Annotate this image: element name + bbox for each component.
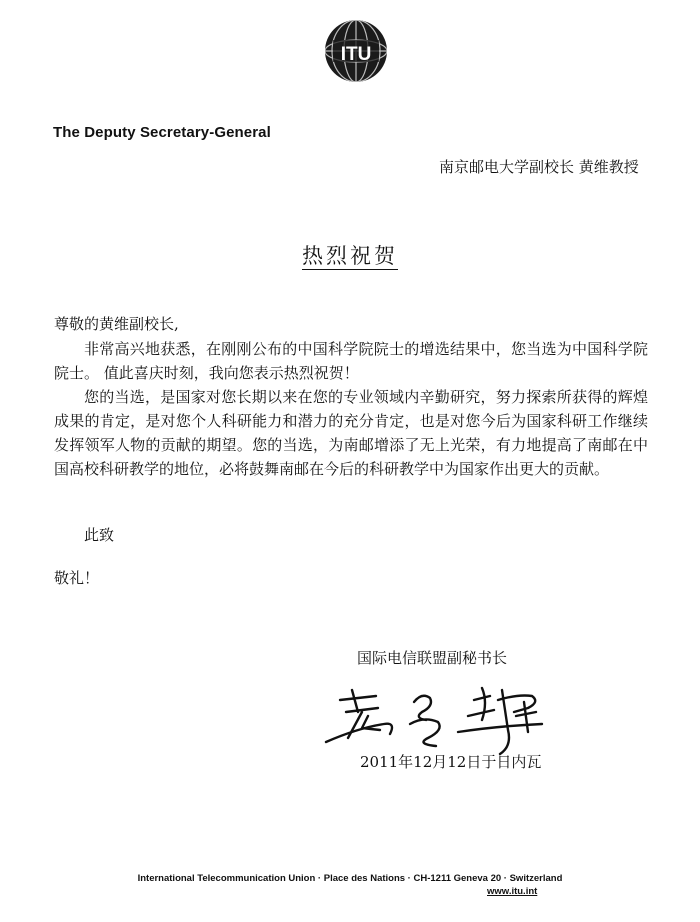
recipient-line: 南京邮电大学副校长 黄维教授: [439, 158, 639, 176]
body-paragraph-2: 您的当选，是国家对您长期以来在您的专业领域内辛勤研究，努力探索所获得的辉煌成果的肯定，是对您个人科研能力和潜力的充分肯定，也是对您今后为国家科研工作继续发挥领军人物的贡献的期望。您的当选，为南邮增添了无上光荣，有力地提高了南邮在中国高校科研教学的地位，必将鼓舞南邮在今后的科研教学中为国家作出更大的贡献。: [54, 388, 648, 478]
letter-heading: [0, 240, 700, 270]
salutation: 尊敬的黄维副校长,: [54, 315, 179, 333]
footer-url-link[interactable]: www.itu.int: [487, 886, 538, 897]
sender-title: 国际电信联盟副秘书长: [357, 649, 508, 667]
sign-date-place: 2011年12月12日于日内瓦: [360, 753, 542, 771]
itu-logo: [323, 18, 389, 84]
deputy-secretary-general-title: The Deputy Secretary-General: [53, 124, 271, 141]
itu-globe-icon: [323, 18, 389, 84]
body-paragraph-1: 非常高兴地获悉，在刚刚公布的中国科学院院士的增选结果中，您当选为中国科学院院士。 值此喜庆时刻，我向您表示热烈祝贺！: [54, 340, 648, 382]
closing-line-2: 敬礼！: [54, 569, 100, 587]
footer-address: International Telecommunication Union · Place des Nations · CH-1211 Geneva 20 · Switzerland: [137, 873, 563, 884]
signature: [318, 672, 558, 760]
heading-text: 热烈祝贺: [302, 244, 398, 268]
closing-line-1: 此致: [84, 526, 115, 544]
handwritten-signature-icon: [318, 672, 558, 760]
logo-text: ITU: [340, 44, 372, 65]
